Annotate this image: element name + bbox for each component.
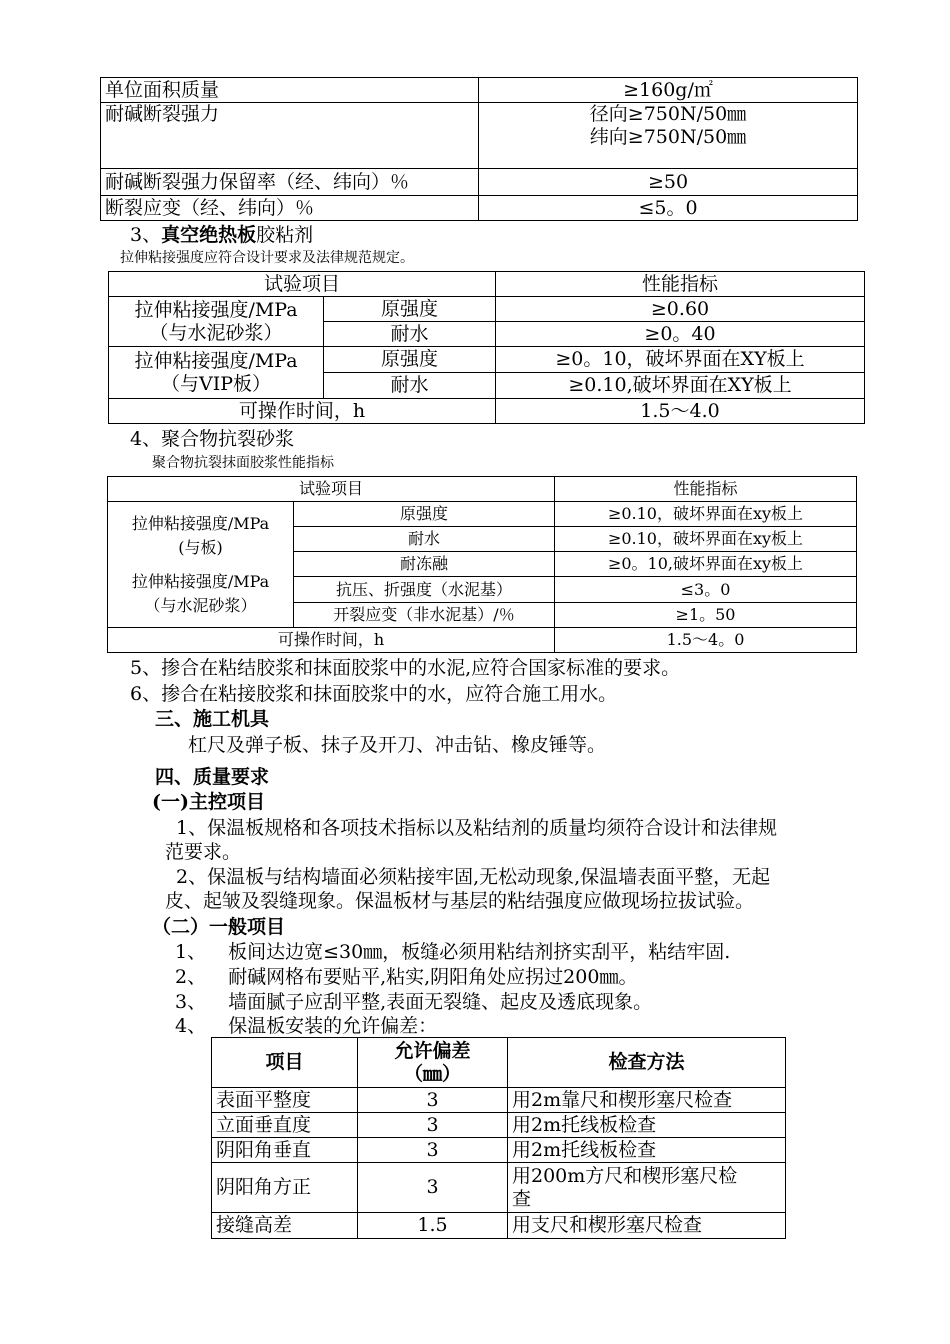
mortar-table xyxy=(107,476,857,653)
group-label-line: 拉伸粘接强度/MPa xyxy=(131,571,270,591)
mesh-properties-table xyxy=(100,77,858,221)
table-cell: 可操作时间，h xyxy=(108,628,555,653)
group-label-line: （与VIP板） xyxy=(160,372,271,395)
table-row xyxy=(212,1213,786,1239)
table-row xyxy=(212,1113,786,1138)
table-cell: 抗压、折强度（水泥基） xyxy=(294,577,555,603)
table-row xyxy=(109,297,865,322)
table-cell: 3 xyxy=(358,1113,508,1138)
table-row xyxy=(101,196,858,221)
table-cell xyxy=(508,1163,786,1213)
table-row xyxy=(101,103,858,169)
group-label-line: (与板) xyxy=(178,537,223,557)
table-cell: 用2m托线板检查 xyxy=(508,1113,786,1138)
header-cell: 性能指标 xyxy=(555,477,857,502)
table-cell: 表面平整度 xyxy=(212,1088,358,1113)
table-cell: ≤3。0 xyxy=(555,577,857,603)
header-line: （㎜） xyxy=(403,1062,461,1085)
main-item-1-line-1: 1、保温板规格和各项技术指标以及粘结剂的质量均须符合设计和法律规 xyxy=(176,817,778,839)
table-cell-line: 查 xyxy=(512,1187,532,1210)
table-footer-row xyxy=(108,628,857,653)
general-item-number: 1、 xyxy=(175,941,207,963)
table-cell: 用2m托线板检查 xyxy=(508,1138,786,1163)
header-cell: 检查方法 xyxy=(508,1038,786,1088)
table-cell: 阴阳角方正 xyxy=(212,1163,358,1213)
table-cell: 开裂应变（非水泥基）/％ xyxy=(294,603,555,628)
section-4-heading: 4、聚合物抗裂砂浆 xyxy=(130,428,295,450)
table-cell: 接缝高差 xyxy=(212,1213,358,1239)
general-item-text: 耐碱网格布要贴平,粘实,阴阳角处应拐过200㎜。 xyxy=(228,966,638,988)
item-6: 6、掺合在粘接胶浆和抹面胶浆中的水，应符合施工用水。 xyxy=(130,683,618,705)
general-item-number: 2、 xyxy=(175,966,207,988)
table-cell: 原强度 xyxy=(324,297,496,322)
general-item-text: 保温板安装的允许偏差： xyxy=(228,1015,438,1037)
group-label-cell xyxy=(109,347,324,399)
group-label-line: 拉伸粘接强度/MPa xyxy=(131,513,270,533)
table-cell: ≤5。0 xyxy=(479,196,858,221)
table-row xyxy=(101,78,858,103)
table-cell: ≥160g/㎡ xyxy=(479,78,858,103)
table-cell: ≥0.10，破坏界面在xy板上 xyxy=(555,502,857,527)
header-cell: 性能指标 xyxy=(496,272,865,297)
header-cell xyxy=(358,1038,508,1088)
table-row xyxy=(212,1088,786,1113)
general-item-number: 4、 xyxy=(175,1015,207,1037)
table-header-row xyxy=(109,272,865,297)
group-label-cell xyxy=(108,502,294,628)
table-cell: 可操作时间，h xyxy=(109,399,496,424)
table-cell: 断裂应变（经、纬向）％ xyxy=(101,196,479,221)
table-row xyxy=(108,502,857,527)
tools-heading: 三、施工机具 xyxy=(155,708,270,730)
group-label-line: 拉伸粘接强度/MPa xyxy=(134,298,298,321)
general-item-number: 3、 xyxy=(175,991,207,1013)
quality-heading: 四、质量要求 xyxy=(155,766,270,788)
adhesive-table xyxy=(108,271,865,424)
section-4-note: 聚合物抗裂抹面胶浆性能指标 xyxy=(152,455,334,471)
table-row xyxy=(101,169,858,196)
general-item xyxy=(175,1014,437,1038)
section-text: 胶粘剂 xyxy=(256,224,314,246)
table-cell: 3 xyxy=(358,1088,508,1113)
table-cell: 3 xyxy=(358,1138,508,1163)
table-header-row xyxy=(108,477,857,502)
main-item-2-line-1: 2、保温板与结构墙面必须粘接牢固,无松动现象,保温墙表面平整，无起 xyxy=(176,866,771,888)
group-label-line: （与水泥砂浆） xyxy=(149,321,283,344)
table-footer-row xyxy=(109,399,865,424)
general-item xyxy=(175,990,652,1014)
table-cell: ≥1。50 xyxy=(555,603,857,628)
table-cell: 1.5 xyxy=(358,1213,508,1239)
table-cell: ≥0.10，破坏界面在xy板上 xyxy=(555,527,857,552)
section-3-note: 拉伸粘接强度应符合设计要求及法律规范规定。 xyxy=(120,250,414,266)
table-cell: 1.5～4。0 xyxy=(555,628,857,653)
table-cell-line: 用200m方尺和楔形塞尺检 xyxy=(512,1164,738,1187)
table-cell: 耐水 xyxy=(324,373,496,399)
section-3-heading xyxy=(130,223,313,247)
table-cell: 用支尺和楔形塞尺检查 xyxy=(508,1213,786,1239)
general-heading: （二）一般项目 xyxy=(152,916,286,938)
table-row xyxy=(109,347,865,373)
table-cell: ≥50 xyxy=(479,169,858,196)
general-item xyxy=(175,940,730,964)
table-cell: ≥0.10,破坏界面在XY板上 xyxy=(496,373,865,399)
table-header-row xyxy=(212,1038,786,1088)
table-cell: ≥0.60 xyxy=(496,297,865,322)
table-cell: 耐水 xyxy=(294,527,555,552)
header-line: 允许偏差 xyxy=(394,1039,471,1062)
main-item-1-line-2: 范要求。 xyxy=(165,841,242,863)
general-item xyxy=(175,965,637,989)
table-cell: 3 xyxy=(358,1163,508,1213)
header-cell: 项目 xyxy=(212,1038,358,1088)
item-5: 5、掺合在粘结胶浆和抹面胶浆中的水泥,应符合国家标准的要求。 xyxy=(130,657,681,679)
general-item-text: 墙面腻子应刮平整,表面无裂缝、起皮及透底现象。 xyxy=(228,991,653,1013)
table-cell: 阴阳角垂直 xyxy=(212,1138,358,1163)
table-cell: 立面垂直度 xyxy=(212,1113,358,1138)
table-cell-line: 纬向≥750N/50㎜ xyxy=(589,125,747,148)
table-cell: 1.5～4.0 xyxy=(496,399,865,424)
table-cell: ≥0。40 xyxy=(496,322,865,347)
table-cell: 原强度 xyxy=(294,502,555,527)
group-label-line: 拉伸粘接强度/MPa xyxy=(134,349,298,372)
tolerance-table xyxy=(211,1037,786,1239)
group-label-cell xyxy=(109,297,324,347)
section-bold-text: 真空绝热板 xyxy=(161,224,257,246)
table-row xyxy=(212,1138,786,1163)
table-cell: 耐碱断裂强力 xyxy=(101,103,479,169)
table-cell: 耐碱断裂强力保留率（经、纬向）％ xyxy=(101,169,479,196)
table-cell: 原强度 xyxy=(324,347,496,373)
group-label-line: （与水泥砂浆） xyxy=(144,595,257,615)
header-cell: 试验项目 xyxy=(108,477,555,502)
table-cell: 耐冻融 xyxy=(294,552,555,577)
table-cell: ≥0。10,破坏界面在xy板上 xyxy=(555,552,857,577)
table-cell: ≥0。10，破坏界面在XY板上 xyxy=(496,347,865,373)
table-row xyxy=(212,1163,786,1213)
main-control-heading: (一)主控项目 xyxy=(152,791,265,813)
table-cell: 耐水 xyxy=(324,322,496,347)
main-item-2-line-2: 皮、起皱及裂缝现象。保温板材与基层的粘结强度应做现场拉拔试验。 xyxy=(165,890,755,912)
table-cell-line: 径向≥750N/50㎜ xyxy=(589,103,747,125)
header-cell: 试验项目 xyxy=(109,272,496,297)
tools-text: 杠尺及弹子板、抹子及开刀、冲击钻、橡皮锤等。 xyxy=(188,734,607,756)
table-cell: 用2m靠尺和楔形塞尺检查 xyxy=(508,1088,786,1113)
table-cell: 单位面积质量 xyxy=(101,78,479,103)
section-number: 3、 xyxy=(130,224,162,246)
general-item-text: 板间达边宽≤30㎜，板缝必须用粘结剂挤实刮平，粘结牢固. xyxy=(228,941,731,963)
